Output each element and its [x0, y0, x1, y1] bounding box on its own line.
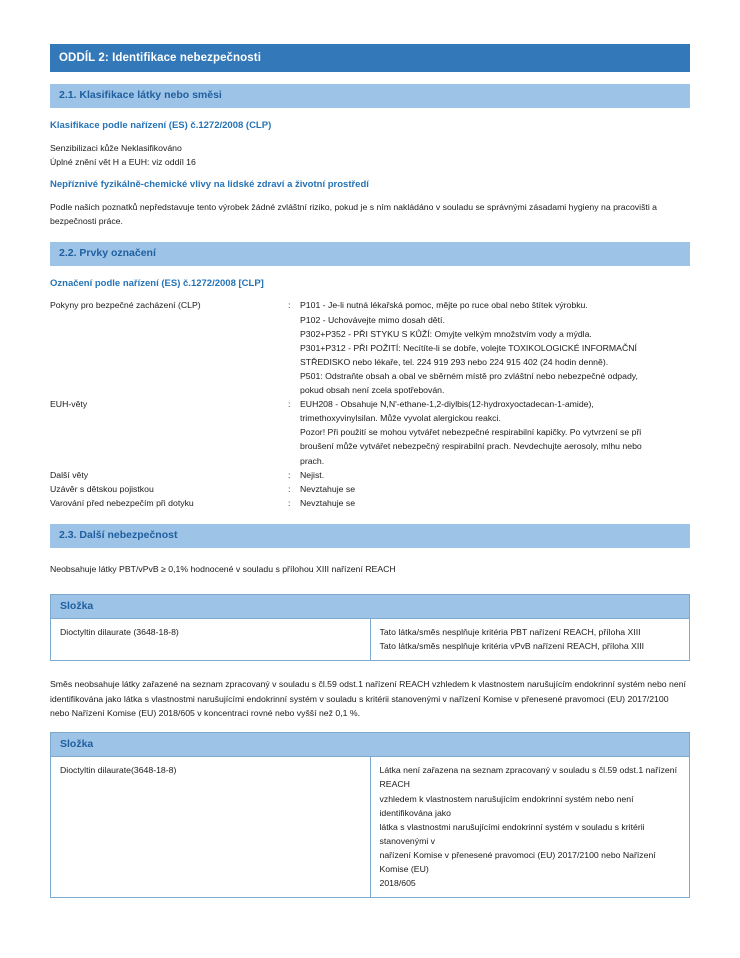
kv-key-additional-statements: Další věty	[50, 469, 89, 480]
kv-value-line: STŘEDISKO nebo lékaře, tel. 224 919 293 nebo 224 915 402 (24 hodin denně).	[300, 356, 609, 367]
table-cell-line: Látka není zařazena na seznam zpracovaný v souladu s čl.59 odst.1 nařízení REACH	[379, 765, 677, 790]
kv-key-child-resistant-closure: Uzávěr s dětskou pojistkou	[50, 483, 154, 494]
table-header-row	[51, 594, 690, 619]
classification-line-1: Senzibilizaci kůže Neklasifikováno	[50, 142, 182, 153]
heading-labelling-clp: Označení podle nařízení (ES) č.1272/2008 [CLP]	[50, 277, 264, 289]
adverse-effects-paragraph: Podle našich poznatků nepředstavuje tento výrobek žádné zvláštní riziko, pokud je s ním nakládáno v souladu se správnými zásadami hygieny na pracovišti a bezpečnosti práce.	[50, 201, 658, 226]
pbt-vpvb-paragraph: Neobsahuje látky PBT/vPvB ≥ 0,1% hodnocené v souladu s přílohou XIII nařízení REACH	[50, 563, 396, 574]
kv-value-line: Nevztahuje se	[300, 483, 356, 494]
pbt-component-table	[50, 594, 690, 662]
endocrine-component-table	[50, 732, 690, 898]
kv-value-additional-statements	[300, 468, 690, 482]
kv-key-precautionary: Pokyny pro bezpečné zacházení (CLP)	[50, 300, 201, 311]
kv-colon-precautionary: :	[288, 300, 291, 311]
kv-value-line: P302+P352 - PŘI STYKU S KŮŽÍ: Omyjte velkým množstvím vody a mýdla.	[300, 328, 592, 339]
kv-colon-additional-statements: :	[288, 469, 291, 480]
kv-value-euh-statements	[300, 397, 690, 467]
table-cell-line: nařízení Komise v přenesené pravomoci (EU) 2017/2100 nebo Nařízení Komise (EU)	[379, 849, 656, 875]
kv-row-euh-statements	[50, 397, 690, 467]
kv-value-line: broušení může vytvářet nebezpečný respirabilní prach. Nevdechujte aerosoly, mlhu nebo	[300, 441, 642, 452]
kv-row-tactile-warning	[50, 496, 690, 510]
heading-adverse-effects: Nepříznivé fyzikálně-chemické vlivy na lidské zdraví a životní prostředí	[50, 179, 369, 191]
kv-value-line: Nejist.	[300, 469, 325, 480]
document-content	[50, 44, 690, 898]
kv-colon-child-resistant-closure: :	[288, 483, 291, 494]
kv-value-tactile-warning	[300, 496, 690, 510]
subsection-band-2-3: 2.3. Další nebezpečnost	[50, 524, 690, 548]
kv-value-line: Pozor! Při použití se mohou vytvářet nebezpečné respirabilní kapičky. Po vytvrzení se při	[300, 427, 642, 438]
table-cell-line: vzhledem k vlastnostem narušujícím endokrinní systém nebo není identifikována jako	[379, 793, 634, 818]
subsection-band-2-1: 2.1. Klasifikace látky nebo směsi	[50, 84, 690, 108]
table-header-row	[51, 732, 690, 757]
section-title-bar: ODDÍL 2: Identifikace nebezpečnosti	[50, 44, 690, 72]
classification-line-2: Úplné znění vět H a EUH: viz oddíl 16	[50, 156, 196, 167]
kv-value-child-resistant-closure	[300, 482, 690, 496]
endocrine-disruptor-paragraph: Směs neobsahuje látky zařazené na seznam zpracovaný v souladu s čl.59 odst.1 nařízení REACH vzhledem k vlastnostem narušujícím endokrinní systém nebo není identifikována jako látka s vlastnostmi narušujícími endokrinní systém v souladu s kritérii stanovenými v nařízení Komise v přenesené pravomoci (EU) 2017/2100 nebo Nařízení Komise (EU) 2018/605 v koncentraci rovné nebo vyšší než 0,1 %.	[50, 679, 686, 718]
kv-row-additional-statements	[50, 468, 690, 482]
kv-row-precautionary	[50, 298, 690, 397]
kv-colon-tactile-warning: :	[288, 497, 291, 508]
subsection-band-2-2: 2.2. Prvky označení	[50, 242, 690, 266]
kv-value-line: EUH208 - Obsahuje N,N'-ethane-1,2-diylbis(12-hydroxyoctadecan-1-amide),	[300, 399, 594, 410]
kv-value-line: P501: Odstraňte obsah a obal ve sběrném místě pro zvláštní nebo nebezpečné odpady,	[300, 370, 638, 381]
table-cell-line: Tato látka/směs nesplňuje kritéria PBT nařízení REACH, příloha XIII	[379, 627, 641, 638]
kv-value-line: Nevztahuje se	[300, 497, 356, 508]
table-cell-line: 2018/605	[379, 878, 416, 889]
kv-value-line: P101 - Je-li nutná lékařská pomoc, mějte po ruce obal nebo štítek výrobku.	[300, 300, 588, 311]
kv-value-precautionary	[300, 298, 690, 397]
table-cell-component-name: Dioctyltin dilaurate (3648-18-8)	[51, 619, 371, 661]
table-cell-component-assessment	[370, 757, 690, 898]
table-row	[51, 619, 690, 661]
labelling-key-value-list	[50, 298, 690, 509]
kv-value-line: P102 - Uchovávejte mimo dosah dětí.	[300, 314, 445, 325]
table-header-component: Složka	[51, 594, 690, 619]
table-cell-line: látka s vlastnostmi narušujícími endokrinní systém v souladu s kritérii stanovenými v	[379, 821, 645, 846]
kv-row-child-resistant-closure	[50, 482, 690, 496]
kv-value-line: pokud obsah není zcela spotřebován.	[300, 385, 445, 396]
kv-value-line: P301+P312 - PŘI POŽITÍ: Necítíte-li se dobře, volejte TOXIKOLOGICKÉ INFORMAČNÍ	[300, 342, 637, 353]
table-cell-line: Tato látka/směs nesplňuje kritéria vPvB nařízení REACH, příloha XIII	[379, 641, 645, 652]
kv-key-euh-statements: EUH-věty	[50, 399, 88, 410]
kv-value-line: prach.	[300, 455, 325, 466]
table-header-component: Složka	[51, 732, 690, 757]
table-cell-component-name: Dioctyltin dilaurate(3648-18-8)	[51, 757, 371, 898]
table-cell-component-assessment	[370, 619, 690, 661]
kv-colon-euh-statements: :	[288, 399, 291, 410]
kv-key-tactile-warning: Varování před nebezpečím při dotyku	[50, 497, 194, 508]
kv-value-line: trimethoxyvinylsilan. Může vyvolat alergickou reakci.	[300, 413, 501, 424]
table-row	[51, 757, 690, 898]
heading-classification-clp: Klasifikace podle nařízení (ES) č.1272/2008 (CLP)	[50, 120, 272, 132]
